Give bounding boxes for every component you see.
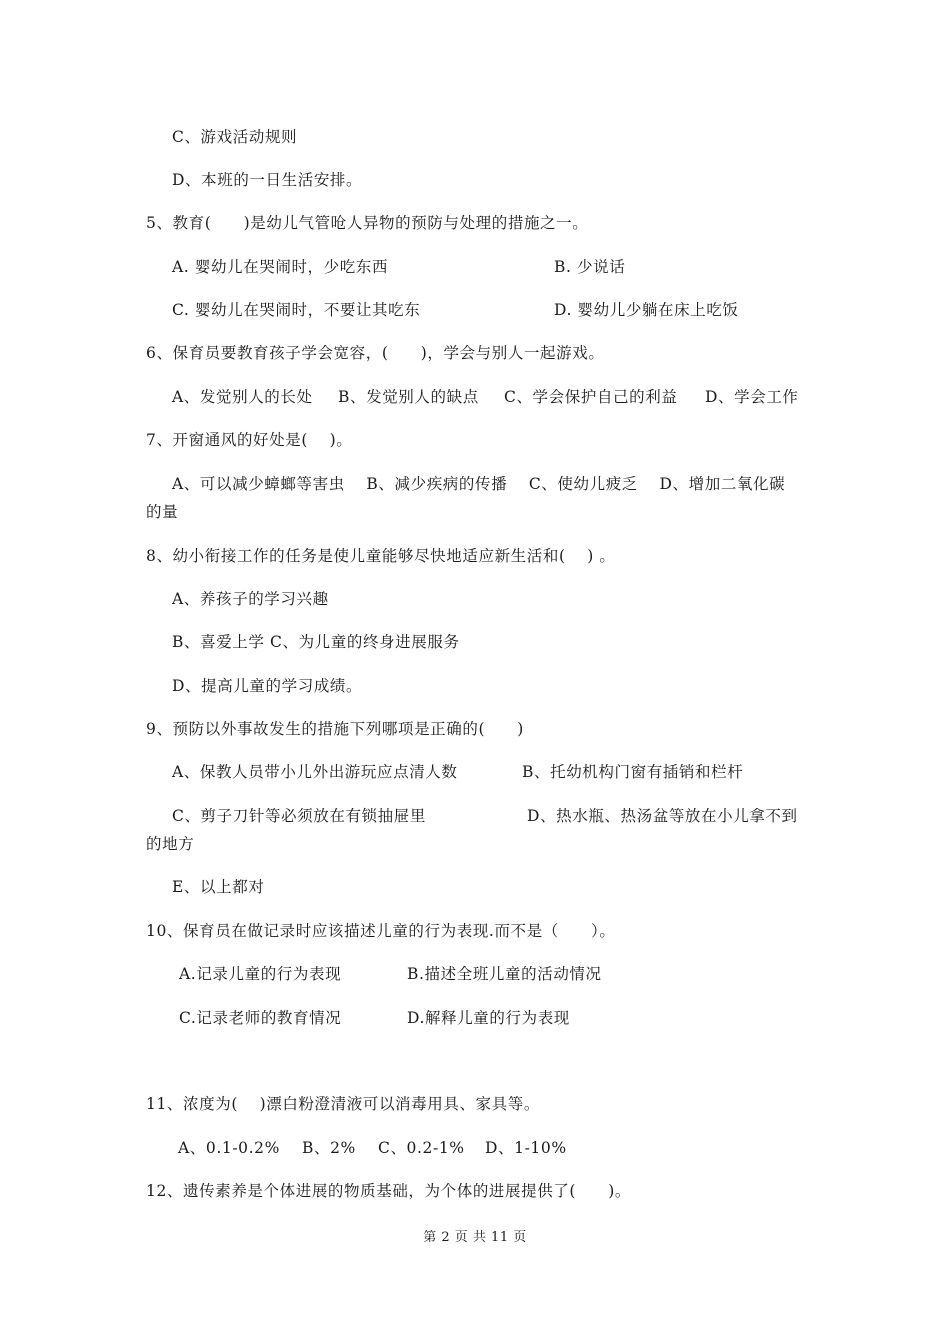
q5-stem: 5、教育( )是幼儿气管呛人异物的预防与处理的措施之一。 [146, 214, 589, 232]
q10-option-a: A.记录儿童的行为表现 [179, 965, 342, 983]
q9-stem: 9、预防以外事故发生的措施下列哪项是正确的( ) [146, 720, 524, 738]
q11-option-b: B、2% [302, 1139, 356, 1157]
q11-option-c: C、0.2-1% [378, 1139, 465, 1157]
q6-option-c: C、学会保护自己的利益 [504, 388, 678, 406]
q7-stem: 7、开窗通风的好处是( )。 [146, 431, 353, 449]
q7-options: A、可以减少蟑螂等害虫 B、减少疾病的传播 C、使幼儿疲乏 D、增加二氧化碳 [172, 475, 786, 493]
q9-option-d: D、热水瓶、热汤盆等放在小儿拿不到 [527, 807, 798, 825]
q9-option-d-cont: 的地方 [146, 835, 195, 853]
q11-stem: 11、浓度为( )漂白粉澄清液可以消毒用具、家具等。 [146, 1095, 540, 1113]
q5-option-d: D. 婴幼儿少躺在床上吃饭 [554, 301, 739, 319]
q8-stem: 8、幼小衔接工作的任务是使儿童能够尽快地适应新生活和( ) 。 [146, 547, 616, 565]
q10-option-d: D.解释儿童的行为表现 [407, 1009, 570, 1027]
q10-option-c: C.记录老师的教育情况 [179, 1009, 342, 1027]
q6-stem: 6、保育员要教育孩子学会宽容，( )，学会与别人一起游戏。 [146, 344, 605, 362]
q11-option-d: D、1-10% [485, 1139, 567, 1157]
q5-option-b: B. 少说话 [554, 258, 626, 276]
q6-option-a: A、发觉别人的长处 [172, 388, 313, 406]
q7-options-cont: 的量 [146, 503, 179, 521]
q10-stem: 10、保育员在做记录时应该描述儿童的行为表现.而不是（ ）。 [146, 922, 616, 940]
q10-option-b: B.描述全班儿童的活动情况 [407, 965, 602, 983]
q6-option-d: D、学会工作 [705, 388, 799, 406]
q8-option-d: D、提高儿童的学习成绩。 [172, 677, 363, 695]
q4-option-c: C、游戏活动规则 [172, 128, 298, 146]
q9-option-b: B、托幼机构门窗有插销和栏杆 [522, 763, 744, 781]
q8-option-bc: B、喜爱上学 C、为儿童的终身进展服务 [172, 633, 460, 651]
q9-option-e: E、以上都对 [172, 878, 265, 896]
q9-option-a: A、保教人员带小儿外出游玩应点清人数 [172, 763, 458, 781]
q6-option-b: B、发觉别人的缺点 [338, 388, 479, 406]
q4-option-d: D、本班的一日生活安排。 [172, 171, 363, 189]
page-number-footer: 第 2 页 共 11 页 [423, 1230, 527, 1245]
q5-option-c: C. 婴幼儿在哭闹时，不要让其吃东 [172, 301, 421, 319]
q11-option-a: A、0.1-0.2% [178, 1139, 280, 1157]
q5-option-a: A. 婴幼儿在哭闹时，少吃东西 [172, 258, 389, 276]
q8-option-a: A、养孩子的学习兴趣 [172, 590, 329, 608]
q12-stem: 12、遗传素养是个体进展的物质基础，为个体的进展提供了( )。 [146, 1182, 632, 1200]
q9-option-c: C、剪子刀针等必须放在有锁抽屉里 [172, 807, 426, 825]
